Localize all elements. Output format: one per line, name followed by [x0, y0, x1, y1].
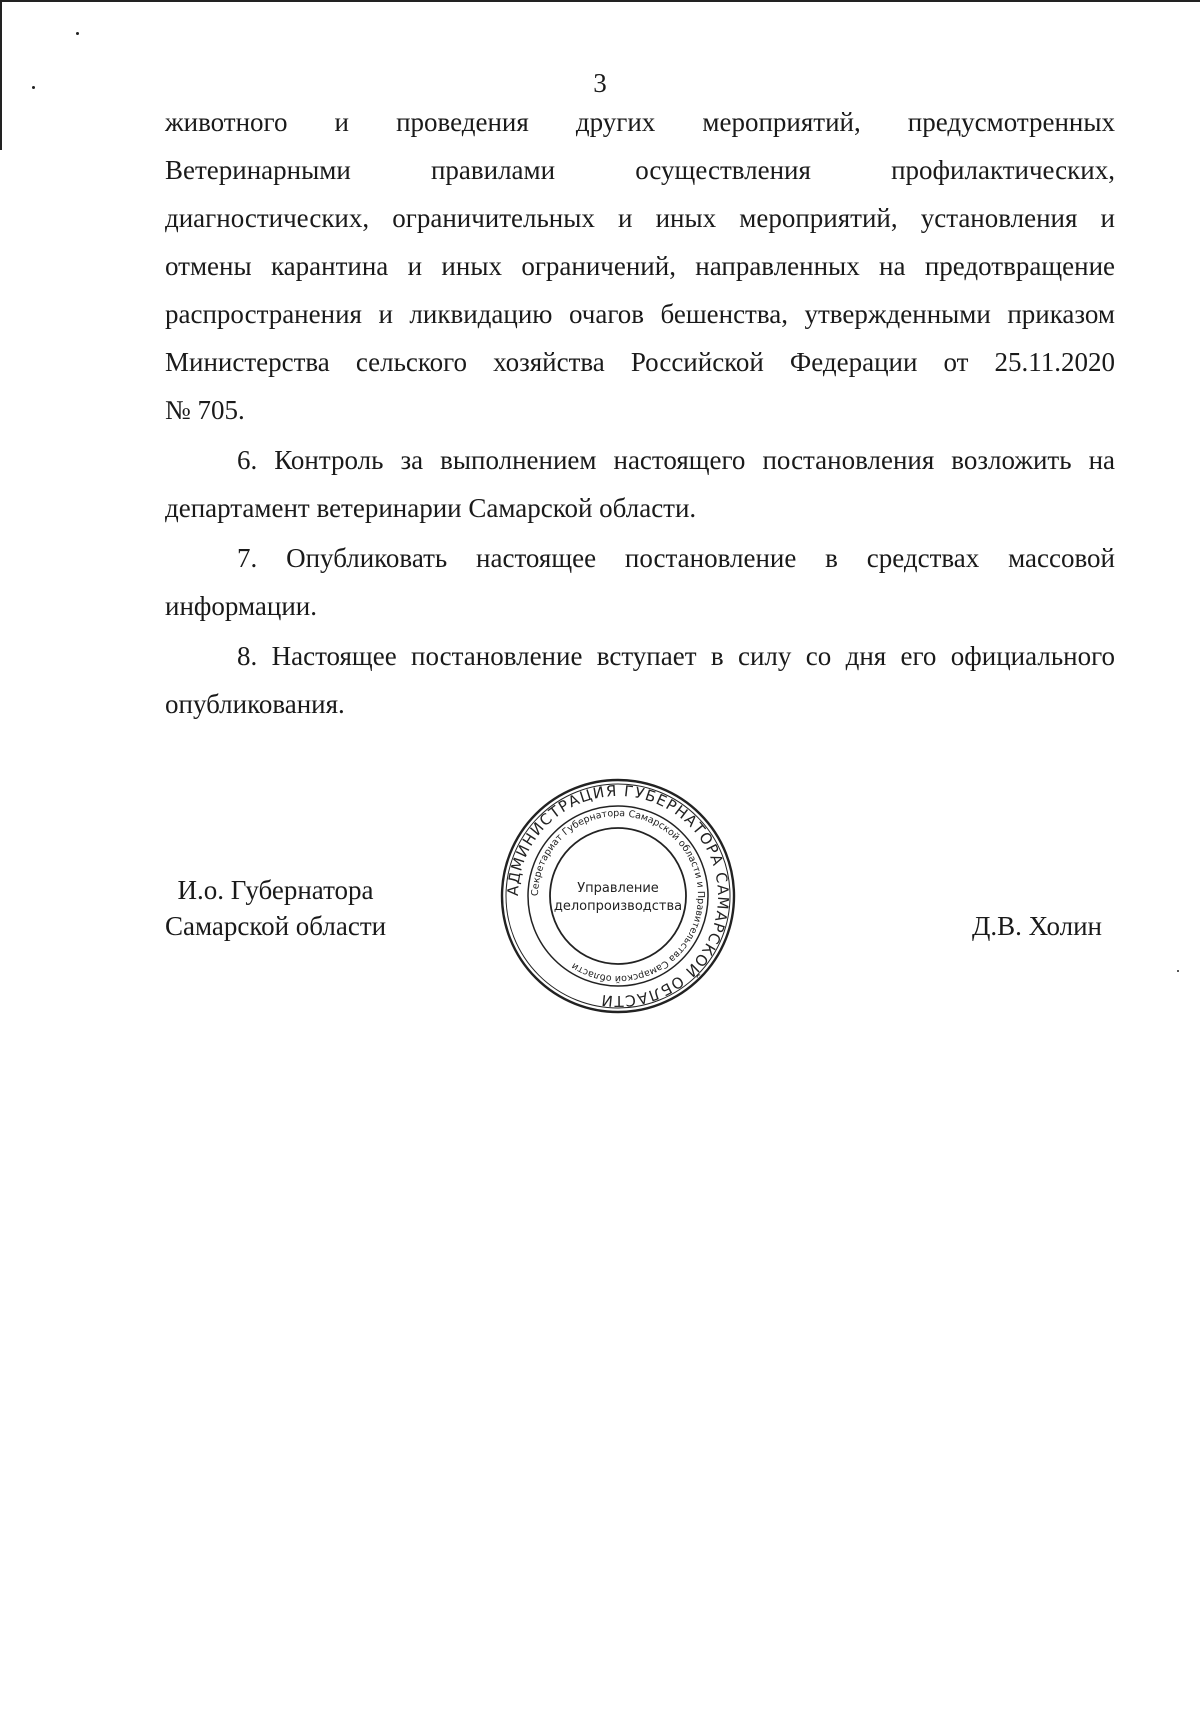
text-line: распространения и ликвидацию очагов бешенства, утвержденными приказом [165, 299, 1115, 329]
scan-speck [1177, 970, 1179, 972]
text-line: Ветеринарными правилами осуществления профилактических, [165, 155, 1115, 185]
seal-center-line: делопроизводства [553, 899, 683, 914]
text-line: Министерства сельского хозяйства Российской Федерации от 25.11.2020 [165, 347, 1115, 377]
paragraph-6: 6. Контроль за выполнением настоящего постановления возложить на департамент ветеринарии Самарской области. [165, 445, 1115, 523]
text-line: животного и проведения других мероприятий, предусмотренных [165, 107, 1115, 137]
scan-speck [76, 32, 79, 35]
text-line: отмены карантина и иных ограничений, направленных на предотвращение [165, 251, 1115, 281]
signatory-position [165, 872, 386, 944]
paragraph-8: 8. Настоящее постановление вступает в силу со дня его официального опубликования. [165, 641, 1115, 719]
seal-center-line: Управление [577, 881, 659, 896]
scan-top-border [0, 0, 1200, 2]
seal-inner-circle [550, 828, 686, 964]
document-body [165, 98, 1115, 728]
seal-outer-text-path: АДМИНИСТРАЦИЯ ГУБЕРНАТОРА САМАРСКОЙ ОБЛАСТИ [503, 781, 733, 1011]
page-number: 3 [593, 68, 607, 98]
text-line: диагностических, ограничительных и иных мероприятий, установления и [165, 203, 1115, 233]
official-seal [498, 776, 738, 1016]
signatory-position-line: И.о. Губернатора [177, 875, 374, 905]
paragraph-7: 7. Опубликовать настоящее постановление в средствах массовой информации. [165, 543, 1115, 621]
seal-inner-text-path: Секретариат Губернатора Самарской области и Правительства Самарской области [529, 807, 707, 985]
seal-middle-circle [528, 806, 708, 986]
text-line: № 705. [165, 395, 245, 425]
signatory-position-line: Самарской области [165, 911, 387, 941]
signatory-name: Д.В. Холин [972, 911, 1102, 941]
